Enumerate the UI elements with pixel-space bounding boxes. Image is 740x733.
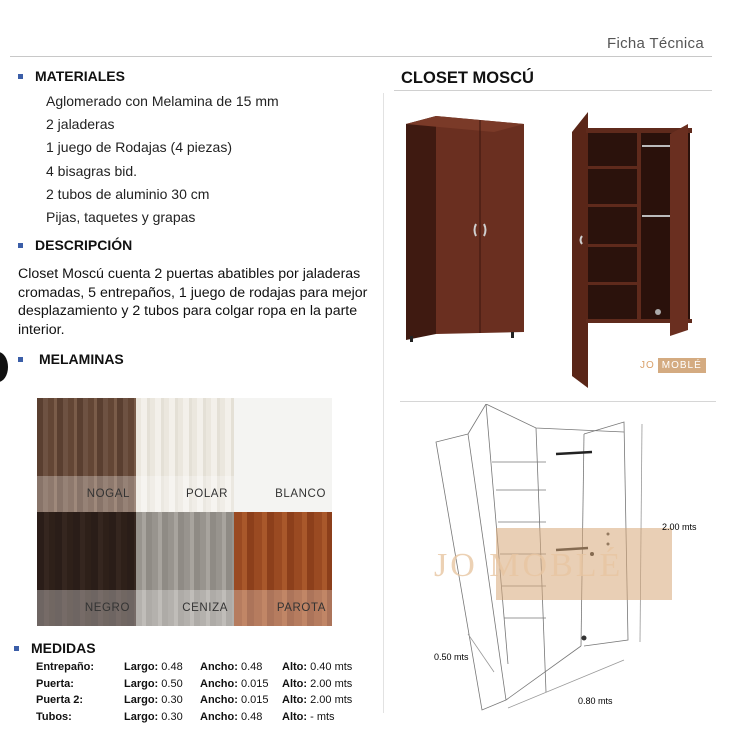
list-item: 4 bisagras bid. [46,162,138,179]
table-row: Puerta: Largo: 0.50 Ancho: 0.015 Alto: 2.00 mts [36,677,353,690]
swatch-label: POLAR [186,488,228,500]
header-divider [10,56,712,57]
document-type-label: Ficha Técnica [607,35,704,52]
list-item: 1 juego de Rodajas (4 piezas) [46,139,233,156]
dim-depth-label: 0.50 mts [434,652,469,662]
bullet-square-icon [18,243,23,248]
swatch-nogal [37,398,136,512]
melaminas-heading: MELAMINAS [18,351,124,367]
bullet-square-icon [18,74,23,79]
brand-logo: JO MOBLÉ [640,357,706,373]
list-item: 2 jaladeras [46,116,115,133]
column-divider [383,93,384,713]
swatch-parota [234,512,332,626]
table-row: Tubos: Largo: 0.30 Ancho: 0.48 Alto: - mts [36,710,335,723]
list-item: 2 tubos de aluminio 30 cm [46,185,210,202]
swatch-negro [37,512,136,626]
swatch-label: PAROTA [276,602,326,614]
closed-closet-image [406,116,524,342]
technical-drawing [396,404,726,714]
product-photo [396,104,716,396]
title-divider [394,90,712,91]
swatch-label: BLANCO [275,488,326,500]
watermark-text: JO MOBLÉ [434,547,624,584]
table-row: Entrepaño: Largo: 0.48 Ancho: 0.48 Alto: 0.40 mts [36,661,353,673]
bullet-square-icon [18,357,23,362]
open-closet-image [572,112,692,388]
dim-height-label: 2.00 mts [662,522,697,532]
swatch-label: CENIZA [182,602,228,614]
swatch-label: NEGRO [84,602,130,614]
melamina-swatch-grid [37,398,332,626]
swatch-polar [136,398,234,512]
section-divider [400,401,716,402]
materiales-heading: MATERIALES [18,68,125,84]
swatch-label: NOGAL [86,488,130,500]
materiales-list [46,90,279,229]
product-title: CLOSET MOSCÚ [401,69,534,87]
list-item: Pijas, taquetes y grapas [46,209,196,226]
table-row: Puerta 2: Largo: 0.30 Ancho: 0.015 Alto: 2.00 mts [36,694,353,706]
medidas-table [36,660,352,726]
swatch-ceniza [136,512,234,626]
medidas-heading: MEDIDAS [14,640,96,656]
dim-width-label: 0.80 mts [578,696,613,706]
descripcion-text: Closet Moscú cuenta 2 puertas abatibles por jaladeras cromadas, 5 entrepaños, 1 juego de rodajas para mejor desplazamiento y 2 tubos para colgar ropa en la parte interior. [18,266,368,338]
side-marker-dot [0,352,8,382]
descripcion-heading: DESCRIPCIÓN [18,237,132,253]
list-item: Aglomerado con Melamina de 15 mm [46,93,279,109]
bullet-square-icon [14,646,19,651]
swatch-blanco [234,398,332,512]
